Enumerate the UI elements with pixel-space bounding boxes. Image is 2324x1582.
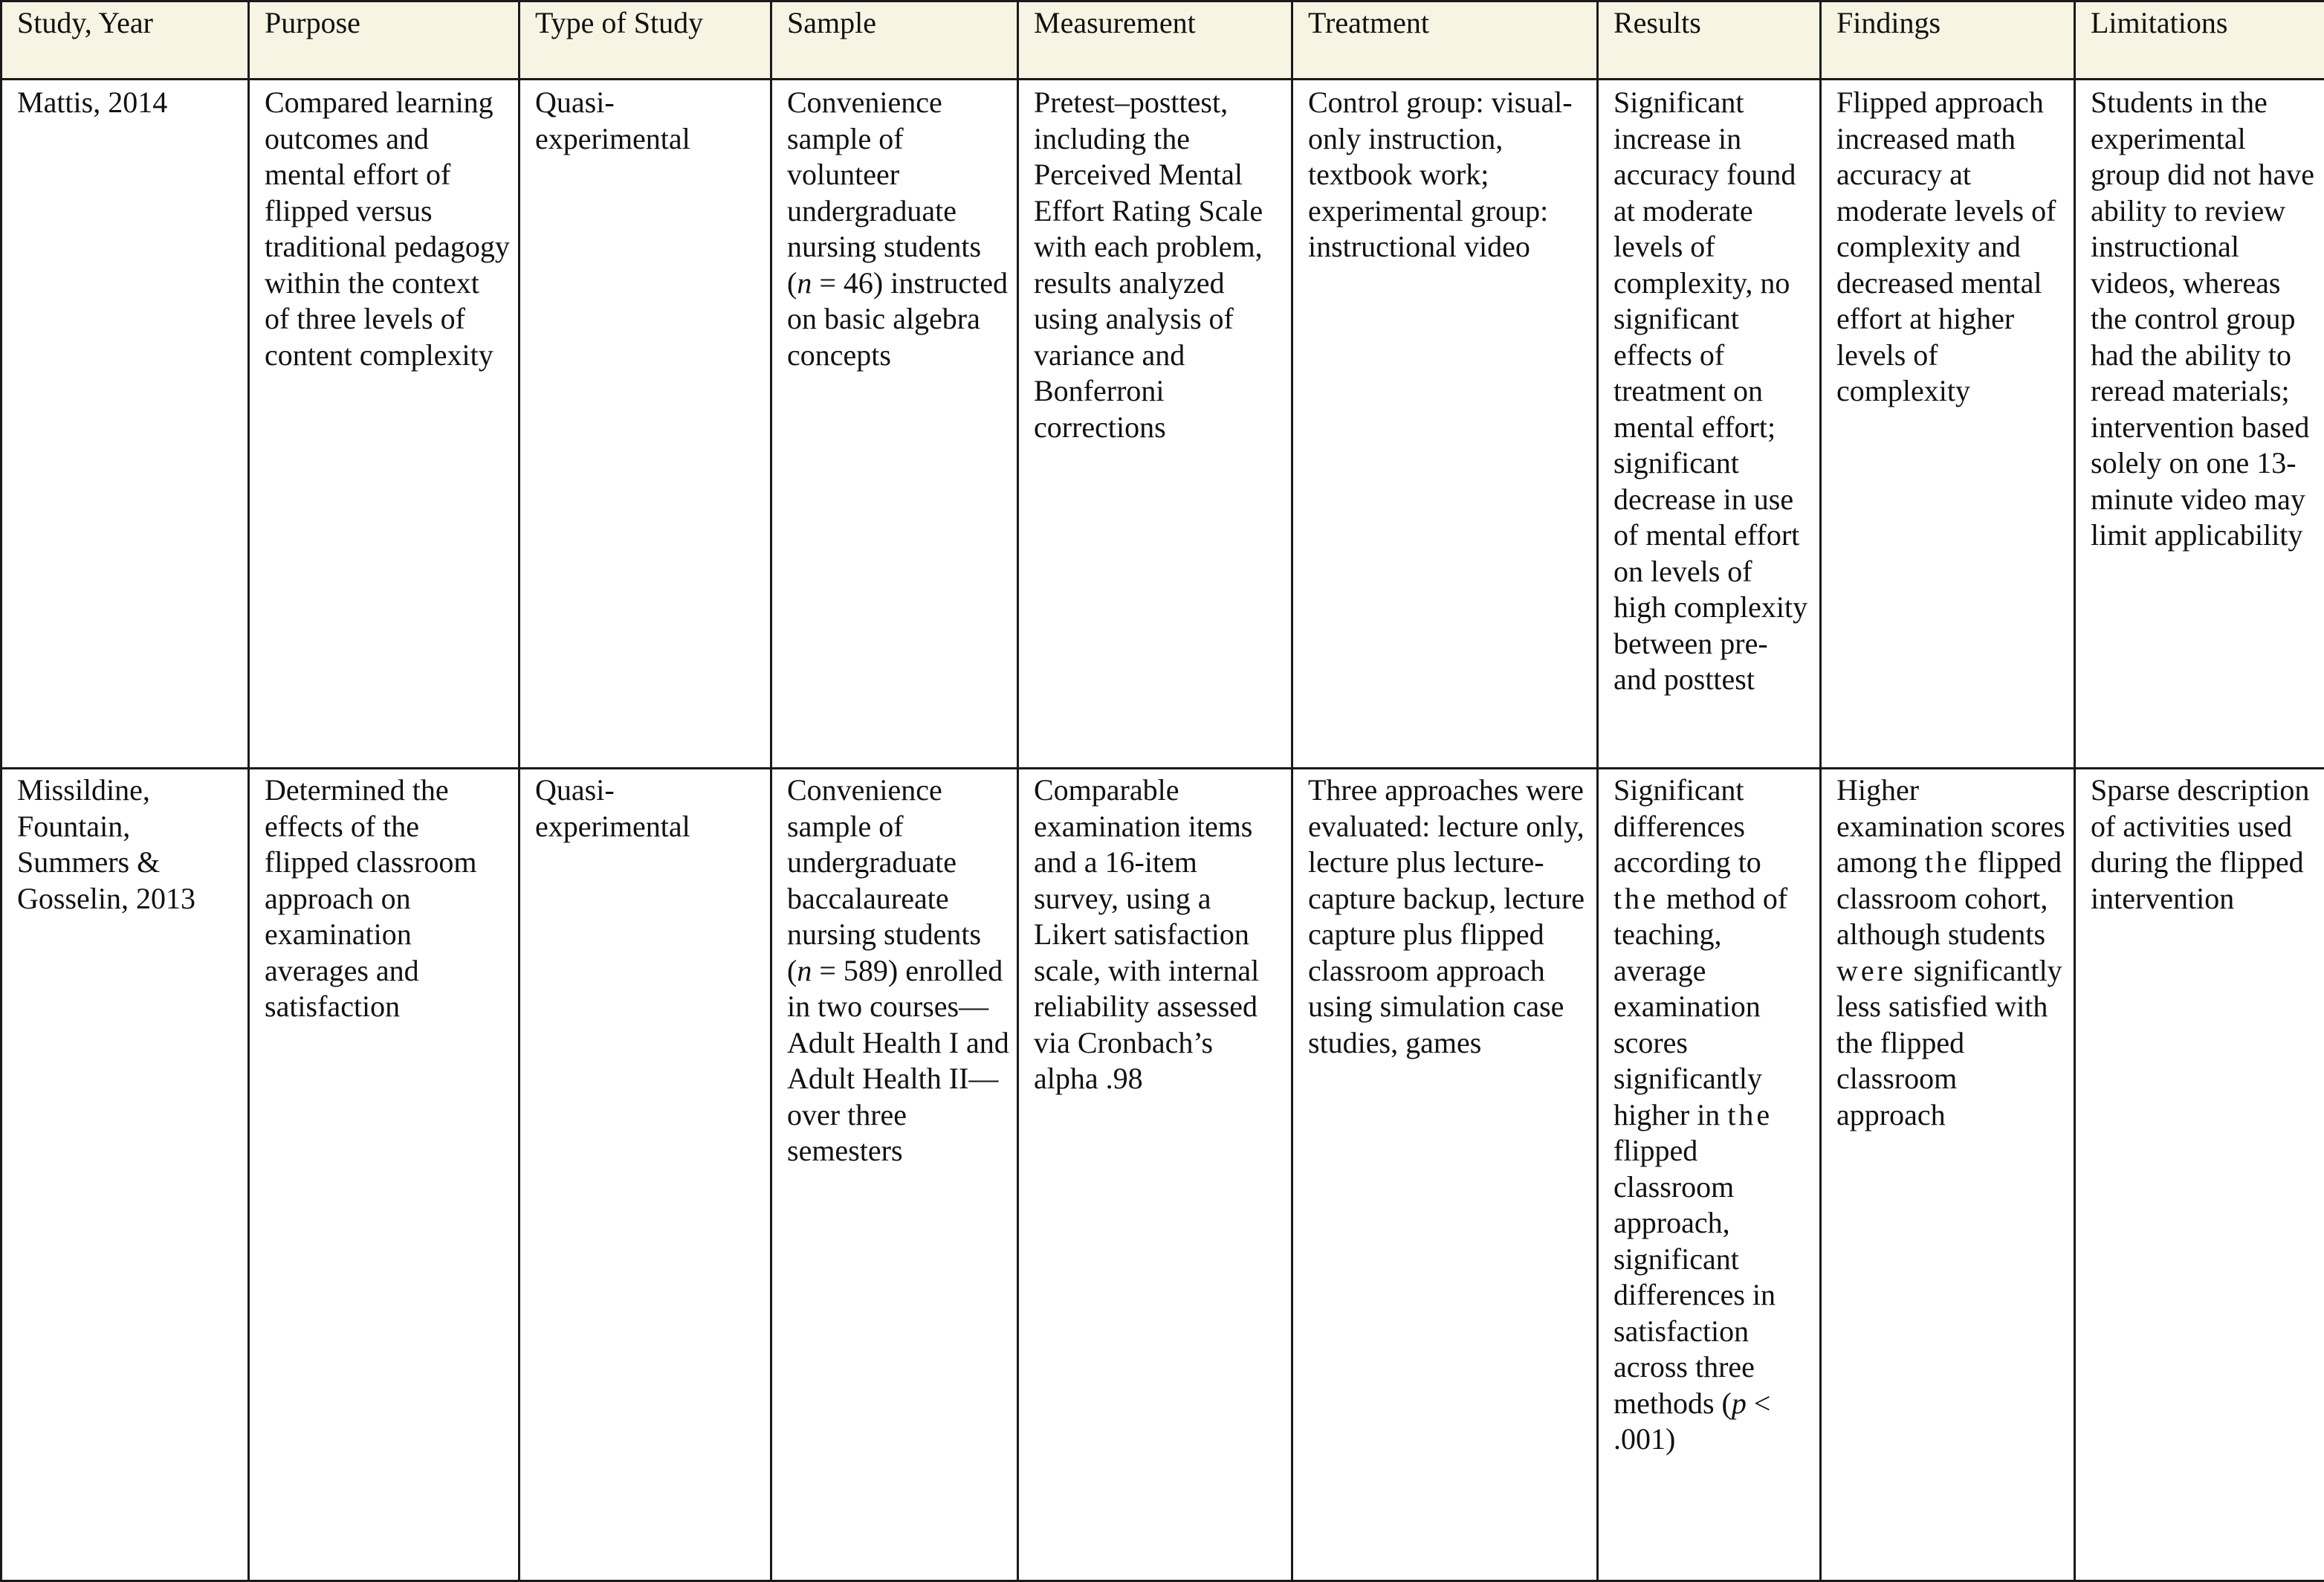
findings-text-b: flipped classroom cohort, although students [1836, 845, 2062, 951]
findings-text-a: Higher examination scores among [1836, 773, 2065, 879]
header-findings: Findings [1821, 1, 2075, 80]
cell-measurement: Pretest–posttest, including the Perceived Mental Effort Rating Scale with each problem, results analyzed using analysis of variance and Bonferroni corrections [1018, 80, 1292, 769]
results-the-2: the [1727, 1098, 1773, 1131]
cell-type-of-study: Quasi-experimental [519, 769, 771, 1581]
cell-study-year: Missildine, Fountain, Summers & Gosselin, 2013 [1, 769, 249, 1581]
findings-were: were [1836, 954, 1906, 987]
findings-text-c: significantly less satisfied with the flipped classroom approach [1836, 954, 2062, 1131]
results-the-1: the [1613, 882, 1659, 915]
cell-results: Significant increase in accuracy found at moderate levels of complexity, no significant effects of treatment on mental effort; significant decrease in use of mental effort on levels of high complexity between pre- and posttest [1598, 80, 1821, 769]
results-text-b: method of teaching, average examination scores significantly higher in [1613, 882, 1787, 1131]
cell-findings [1821, 769, 2075, 1581]
header-treatment: Treatment [1292, 1, 1598, 80]
findings-the: the [1925, 845, 1970, 879]
table-row [1, 80, 2324, 769]
table-row [1, 769, 2324, 1581]
header-study-year: Study, Year [1, 1, 249, 80]
cell-results [1598, 769, 1821, 1581]
cell-measurement: Comparable examination items and a 16-item survey, using a Likert satisfaction scale, with internal reliability assessed via Cronbach’s alpha .98 [1018, 769, 1292, 1581]
sample-n-symbol: n [797, 266, 812, 300]
header-results: Results [1598, 1, 1821, 80]
cell-purpose: Compared learning outcomes and mental effort of flipped versus traditional pedagogy within the context of three levels of content complexity [249, 80, 519, 769]
header-limitations: Limitations [2075, 1, 2324, 80]
cell-limitations: Sparse description of activities used during the flipped intervention [2075, 769, 2324, 1581]
results-p-symbol: p [1732, 1386, 1747, 1420]
sample-n-symbol: n [797, 954, 812, 987]
header-row [1, 1, 2324, 80]
sample-text-a: Convenience sample of undergraduate baccalaureate nursing students ( [787, 773, 981, 987]
header-purpose: Purpose [249, 1, 519, 80]
header-type-of-study: Type of Study [519, 1, 771, 80]
cell-findings: Flipped approach increased math accuracy at moderate levels of complexity and decreased mental effort at higher levels of complexity [1821, 80, 2075, 769]
cell-treatment: Control group: visual-only instruction, textbook work; experimental group: instructional video [1292, 80, 1598, 769]
header-sample: Sample [771, 1, 1018, 80]
cell-type-of-study: Quasi-experimental [519, 80, 771, 769]
cell-sample [771, 769, 1018, 1581]
header-measurement: Measurement [1018, 1, 1292, 80]
results-text-d: < .001) [1613, 1386, 1770, 1456]
results-text-a: Significant differences according to [1613, 773, 1761, 879]
sample-text-a: Convenience sample of volunteer undergraduate nursing students ( [787, 85, 981, 300]
cell-sample [771, 80, 1018, 769]
results-text-c: flipped classroom approach, significant differences in satisfaction across three methods ( [1613, 1134, 1776, 1420]
sample-text-b: = 46) instructed on basic algebra concepts [787, 266, 1008, 372]
cell-study-year: Mattis, 2014 [1, 80, 249, 769]
cell-limitations: Students in the experimental group did not have ability to review instructional videos, whereas the control group had the ability to reread materials; intervention based solely on one 13-minute video may limit applicability [2075, 80, 2324, 769]
cell-purpose: Determined the effects of the flipped classroom approach on examination averages and satisfaction [249, 769, 519, 1581]
sample-text-b: = 589) enrolled in two courses—Adult Health I and Adult Health II— over three semesters [787, 954, 1009, 1168]
cell-treatment: Three approaches were evaluated: lecture only, lecture plus lecture-capture backup, lecture capture plus flipped classroom approach using simulation case studies, games [1292, 769, 1598, 1581]
